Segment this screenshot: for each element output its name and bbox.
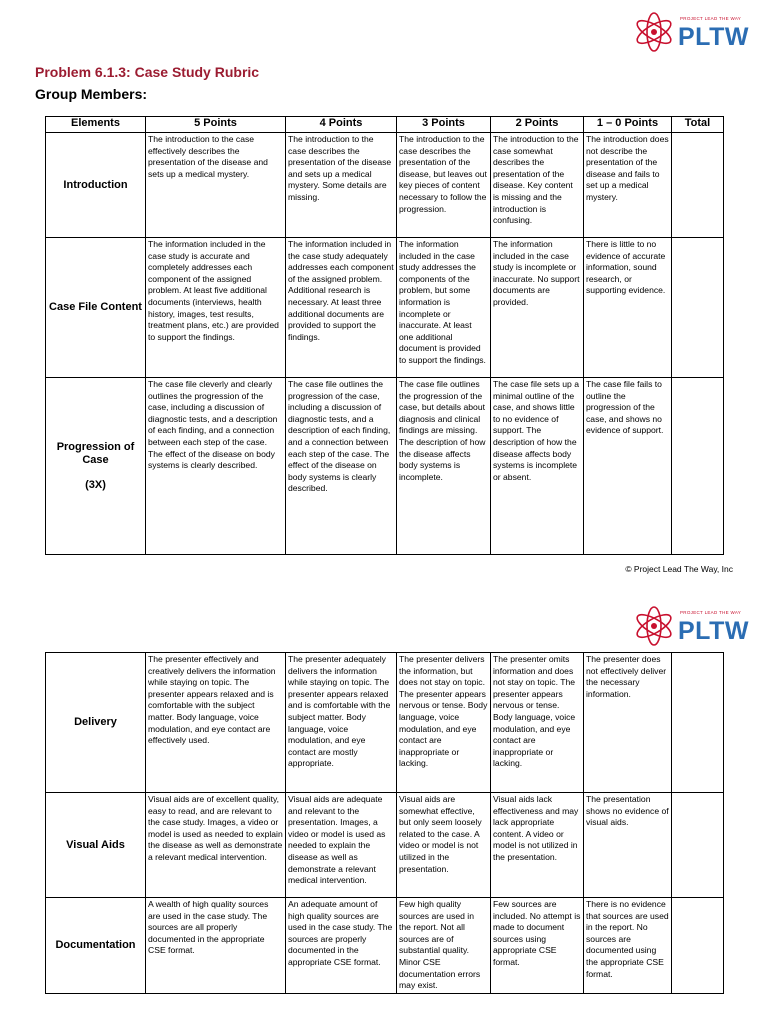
criteria-cell: The presenter does not effectively deliver the necessary information. bbox=[584, 653, 672, 793]
criteria-cell: The case file cleverly and clearly outlines the progression of the case, including a discussion of diagnostic tests, and a description of each finding, and a connection between each step of the case. The effect of the disease on body systems is clearly described. bbox=[146, 378, 286, 555]
pltw-logo bbox=[632, 10, 752, 54]
table-row bbox=[46, 238, 724, 378]
header-elements: Elements bbox=[46, 117, 146, 133]
element-case-file-content: Case File Content bbox=[46, 238, 146, 378]
criteria-cell: The presenter adequately delivers the information while staying on topic. The presenter appears relaxed and is comfortable with the subject matter. Body language, voice modulation, and eye contact are mostly appropriate. bbox=[286, 653, 397, 793]
criteria-cell: The information included in the case study is accurate and completely addresses each component of the assigned problem. At least five additional documents (interviews, health history, images, test results, treatment plans, etc.) are provided to support the findings. bbox=[146, 238, 286, 378]
criteria-cell: The introduction to the case describes the presentation of the disease, but leaves out key pieces of content necessary to follow the progression. bbox=[397, 133, 491, 238]
table-row bbox=[46, 653, 724, 793]
header-5-points: 5 Points bbox=[146, 117, 286, 133]
total-cell[interactable] bbox=[672, 133, 724, 238]
header-total: Total bbox=[672, 117, 724, 133]
criteria-cell: Visual aids lack effectiveness and may lack appropriate content. A video or model is not utilized in the presentation. bbox=[491, 793, 584, 898]
pltw-logo bbox=[632, 604, 752, 648]
element-progression-of-case bbox=[46, 378, 146, 555]
rubric-table-2 bbox=[45, 652, 724, 994]
criteria-cell: The presenter effectively and creatively delivers the information while staying on topic. The presenter appears relaxed and is comfortable with the subject matter. Body language, voice modulation, and eye contact are effectively used. bbox=[146, 653, 286, 793]
criteria-cell: Visual aids are adequate and relevant to the presentation. Images, a video or model is used as needed to explain the disease as well as demonstrate a relevant medical intervention. bbox=[286, 793, 397, 898]
element-visual-aids: Visual Aids bbox=[46, 793, 146, 898]
logo-tagline: PROJECT LEAD THE WAY bbox=[680, 16, 742, 21]
table-row bbox=[46, 378, 724, 555]
logo-tagline: PROJECT LEAD THE WAY bbox=[680, 610, 742, 615]
criteria-cell: The presentation shows no evidence of visual aids. bbox=[584, 793, 672, 898]
criteria-cell: The case file sets up a minimal outline of the case, and shows little to no evidence of support. The description of how the disease affects body systems is incomplete or absent. bbox=[491, 378, 584, 555]
criteria-cell: Visual aids are of excellent quality, easy to read, and are relevant to the case study. Images, a video or model is used as needed to explain the disease as well as demonstrate a relevant medical intervention. bbox=[146, 793, 286, 898]
group-members-label: Group Members: bbox=[35, 86, 148, 102]
criteria-cell: The case file fails to outline the progression of the case, and shows no evidence of support. bbox=[584, 378, 672, 555]
element-documentation: Documentation bbox=[46, 898, 146, 994]
criteria-cell: There is no evidence that sources are used in the report. No sources are documented using the appropriate CSE format. bbox=[584, 898, 672, 994]
criteria-cell: Few high quality sources are used in the report. Not all sources are of substantial quality. Minor CSE documentation errors may exist. bbox=[397, 898, 491, 994]
atom-icon bbox=[632, 10, 676, 54]
criteria-cell: An adequate amount of high quality sources are used in the case study. The sources are properly documented in the appropriate CSE format. bbox=[286, 898, 397, 994]
page-title: Problem 6.1.3: Case Study Rubric bbox=[35, 64, 260, 80]
table-row bbox=[46, 898, 724, 994]
criteria-cell: There is little to no evidence of accurate information, sound research, or supporting evidence. bbox=[584, 238, 672, 378]
criteria-cell: The case file outlines the progression of the case, including a discussion of diagnostic tests, and a description of each finding, and a connection between each step of the case. The effect of the disease on body systems is clearly described. bbox=[286, 378, 397, 555]
criteria-cell: The introduction to the case effectively describes the presentation of the disease and sets up a medical mystery. bbox=[146, 133, 286, 238]
atom-icon bbox=[632, 604, 676, 648]
criteria-cell: The presenter delivers the information, but does not stay on topic. The presenter appears nervous or tense. Body language, voice modulation, and eye contact are inappropriate or lacking. bbox=[397, 653, 491, 793]
page-2 bbox=[0, 590, 768, 1024]
header-1-0-points: 1 – 0 Points bbox=[584, 117, 672, 133]
criteria-cell: The information included in the case study is incomplete or inaccurate. No support documents are provided. bbox=[491, 238, 584, 378]
element-multiplier: (3X) bbox=[85, 478, 106, 491]
table-row bbox=[46, 793, 724, 898]
criteria-cell: The introduction does not describe the presentation of the disease and fails to set up a medical mystery. bbox=[584, 133, 672, 238]
criteria-cell: The presenter omits information and does not stay on topic. The presenter appears nervous or tense. Body language, voice modulation, and eye contact are inappropriate or lacking. bbox=[491, 653, 584, 793]
total-cell[interactable] bbox=[672, 238, 724, 378]
element-delivery: Delivery bbox=[46, 653, 146, 793]
criteria-cell: The introduction to the case describes the presentation of the disease and sets up a medical mystery. Some details are missing. bbox=[286, 133, 397, 238]
total-cell[interactable] bbox=[672, 793, 724, 898]
header-2-points: 2 Points bbox=[491, 117, 584, 133]
criteria-cell: Visual aids are somewhat effective, but only seem loosely related to the case. A video or model is not utilized in the presentation. bbox=[397, 793, 491, 898]
logo-text: PLTW bbox=[678, 617, 749, 645]
header-row bbox=[46, 117, 724, 133]
header-3-points: 3 Points bbox=[397, 117, 491, 133]
element-progression-label: Progression of Case bbox=[56, 440, 135, 466]
logo-text: PLTW bbox=[678, 23, 749, 51]
criteria-cell: The case file outlines the progression of the case, but details about diagnosis and clinical findings are missing. The description of how the disease affects body systems is incomplete. bbox=[397, 378, 491, 555]
element-introduction: Introduction bbox=[46, 133, 146, 238]
total-cell[interactable] bbox=[672, 378, 724, 555]
criteria-cell: The information included in the case study addresses the components of the problem, but some information is incomplete or inaccurate. At least one additional document is provided to support the findings. bbox=[397, 238, 491, 378]
criteria-cell: The introduction to the case somewhat describes the presentation of the disease. Key content is missing and the introduction is confusing. bbox=[491, 133, 584, 238]
header-4-points: 4 Points bbox=[286, 117, 397, 133]
copyright-text: © Project Lead The Way, Inc bbox=[625, 564, 733, 574]
criteria-cell: The information included in the case study adequately addresses each component of the assigned problem. Additional research is necessary. At least three additional documents are provided to support the findings. bbox=[286, 238, 397, 378]
total-cell[interactable] bbox=[672, 653, 724, 793]
total-cell[interactable] bbox=[672, 898, 724, 994]
table-row bbox=[46, 133, 724, 238]
criteria-cell: A wealth of high quality sources are used in the case study. The sources are all properly documented in the appropriate CSE format. bbox=[146, 898, 286, 994]
criteria-cell: Few sources are included. No attempt is made to document sources using appropriate CSE format. bbox=[491, 898, 584, 994]
rubric-table-1 bbox=[45, 116, 724, 555]
